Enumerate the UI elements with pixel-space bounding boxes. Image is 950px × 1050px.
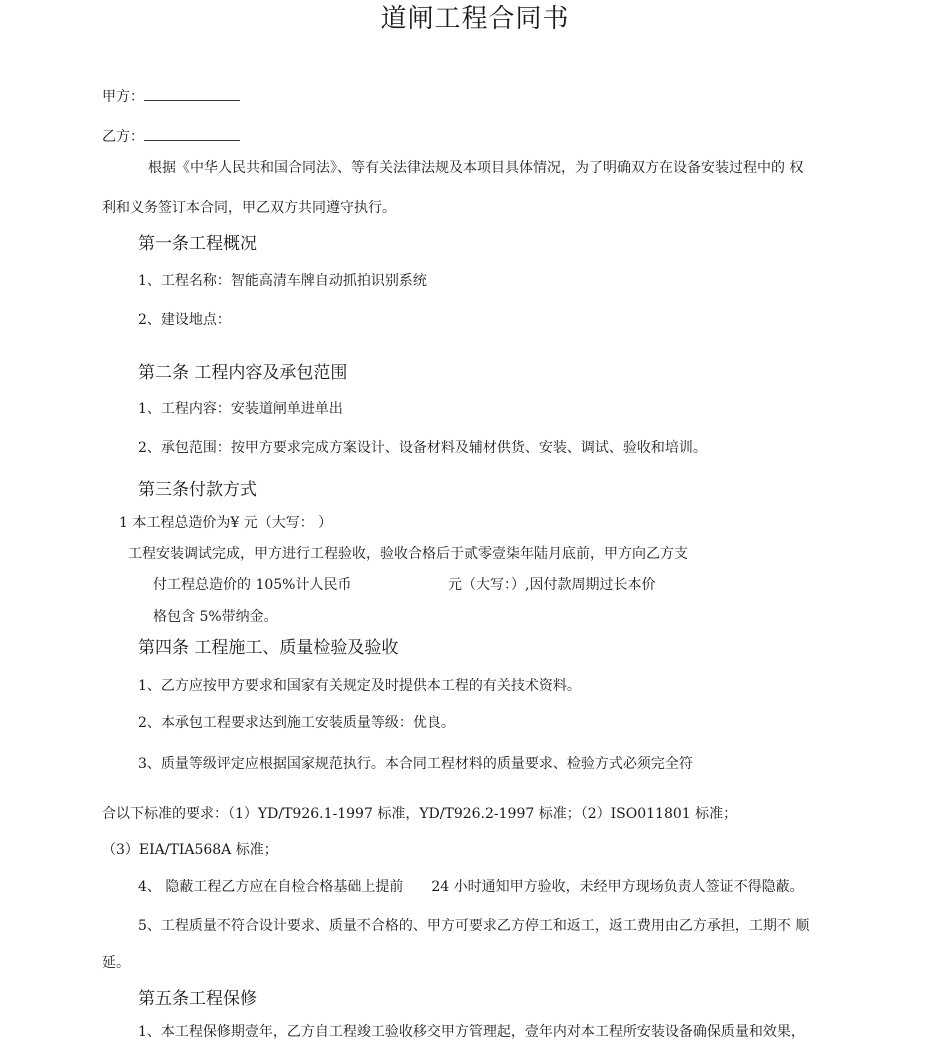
article-4-heading: 第四条 工程施工、质量检验及验收 — [138, 638, 399, 658]
article-1-item-1: 1、工程名称：智能高清车牌自动抓拍识别系统 — [138, 273, 427, 289]
article-4-item-5: 5、工程质量不符合设计要求、质量不合格的、甲方可要求乙方停工和返工，返工费用由乙方承担，工期不 顺 — [138, 918, 810, 934]
article-4-item-3: 3、质量等级评定应根据国家规范执行。本合同工程材料的质量要求、检验方式必须完全符 — [138, 756, 693, 772]
article-5-heading: 第五条工程保修 — [138, 989, 257, 1009]
intro-line-1: 根据《中华人民共和国合同法》、等有关法律法规及本项目具体情况，为了明确双方在设备安装过程中的 权 — [148, 160, 804, 176]
article-1-item-2: 2、建设地点： — [138, 312, 231, 328]
article-4-item-1: 1、乙方应按甲方要求和国家有关规定及时提供本工程的有关技术资料。 — [138, 678, 581, 694]
article-4-item-2: 2、本承包工程要求达到施工安装质量等级：优良。 — [138, 715, 455, 731]
party-a-line — [102, 87, 240, 106]
article-4-item-3-cont-2: （3）EIA/TIA568A 标准； — [102, 842, 278, 858]
article-3-line-1: 1 本工程总造价为¥ 元（大写： ） — [119, 515, 333, 531]
article-4-item-4a: 4、 隐蔽工程乙方应在自检合格基础上提前 — [138, 879, 404, 895]
article-3-line-4: 格包含 5%带纳金。 — [153, 609, 278, 625]
document-title: 道闸工程合同书 — [380, 4, 570, 34]
party-b-blank — [144, 127, 240, 141]
article-2-item-1: 1、工程内容：安装道闸单进单出 — [138, 401, 343, 417]
article-2-item-2: 2、承包范围：按甲方要求完成方案设计、设备材料及辅材供货、安装、调试、验收和培训。 — [138, 440, 707, 456]
article-4-item-3-cont: 合以下标准的要求：（1）YD/T926.1-1997 标准，YD/T926.2-1997 标准；（2）ISO011801 标准； — [102, 806, 738, 822]
party-b-line — [102, 127, 240, 146]
article-3-line-3b: 元（大写：）,因付款周期过长本价 — [448, 577, 656, 593]
intro-line-2: 利和义务签订本合同，甲乙双方共同遵守执行。 — [102, 200, 396, 216]
article-4-item-5-cont: 延。 — [102, 955, 130, 971]
article-3-line-3a: 付工程总造价的 105%计人民币 — [153, 577, 352, 593]
article-4-item-4 — [138, 878, 804, 896]
party-a-blank — [144, 87, 240, 101]
party-b-label: 乙方： — [102, 129, 144, 145]
article-3-heading: 第三条付款方式 — [138, 480, 257, 500]
article-5-item-1: 1、本工程保修期壹年，乙方自工程竣工验收移交甲方管理起，壹年内对本工程所安装设备确保质量和效果， — [138, 1024, 805, 1040]
party-a-label: 甲方： — [102, 89, 144, 105]
article-3-line-2: 工程安装调试完成，甲方进行工程验收，验收合格后于贰零壹柒年陆月底前，甲方向乙方支 — [128, 546, 688, 562]
article-1-heading: 第一条工程概况 — [138, 234, 257, 254]
article-2-heading: 第二条 工程内容及承包范围 — [138, 363, 348, 383]
article-4-item-4b: 24 小时通知甲方验收，未经甲方现场负责人签证不得隐蔽。 — [431, 879, 804, 895]
